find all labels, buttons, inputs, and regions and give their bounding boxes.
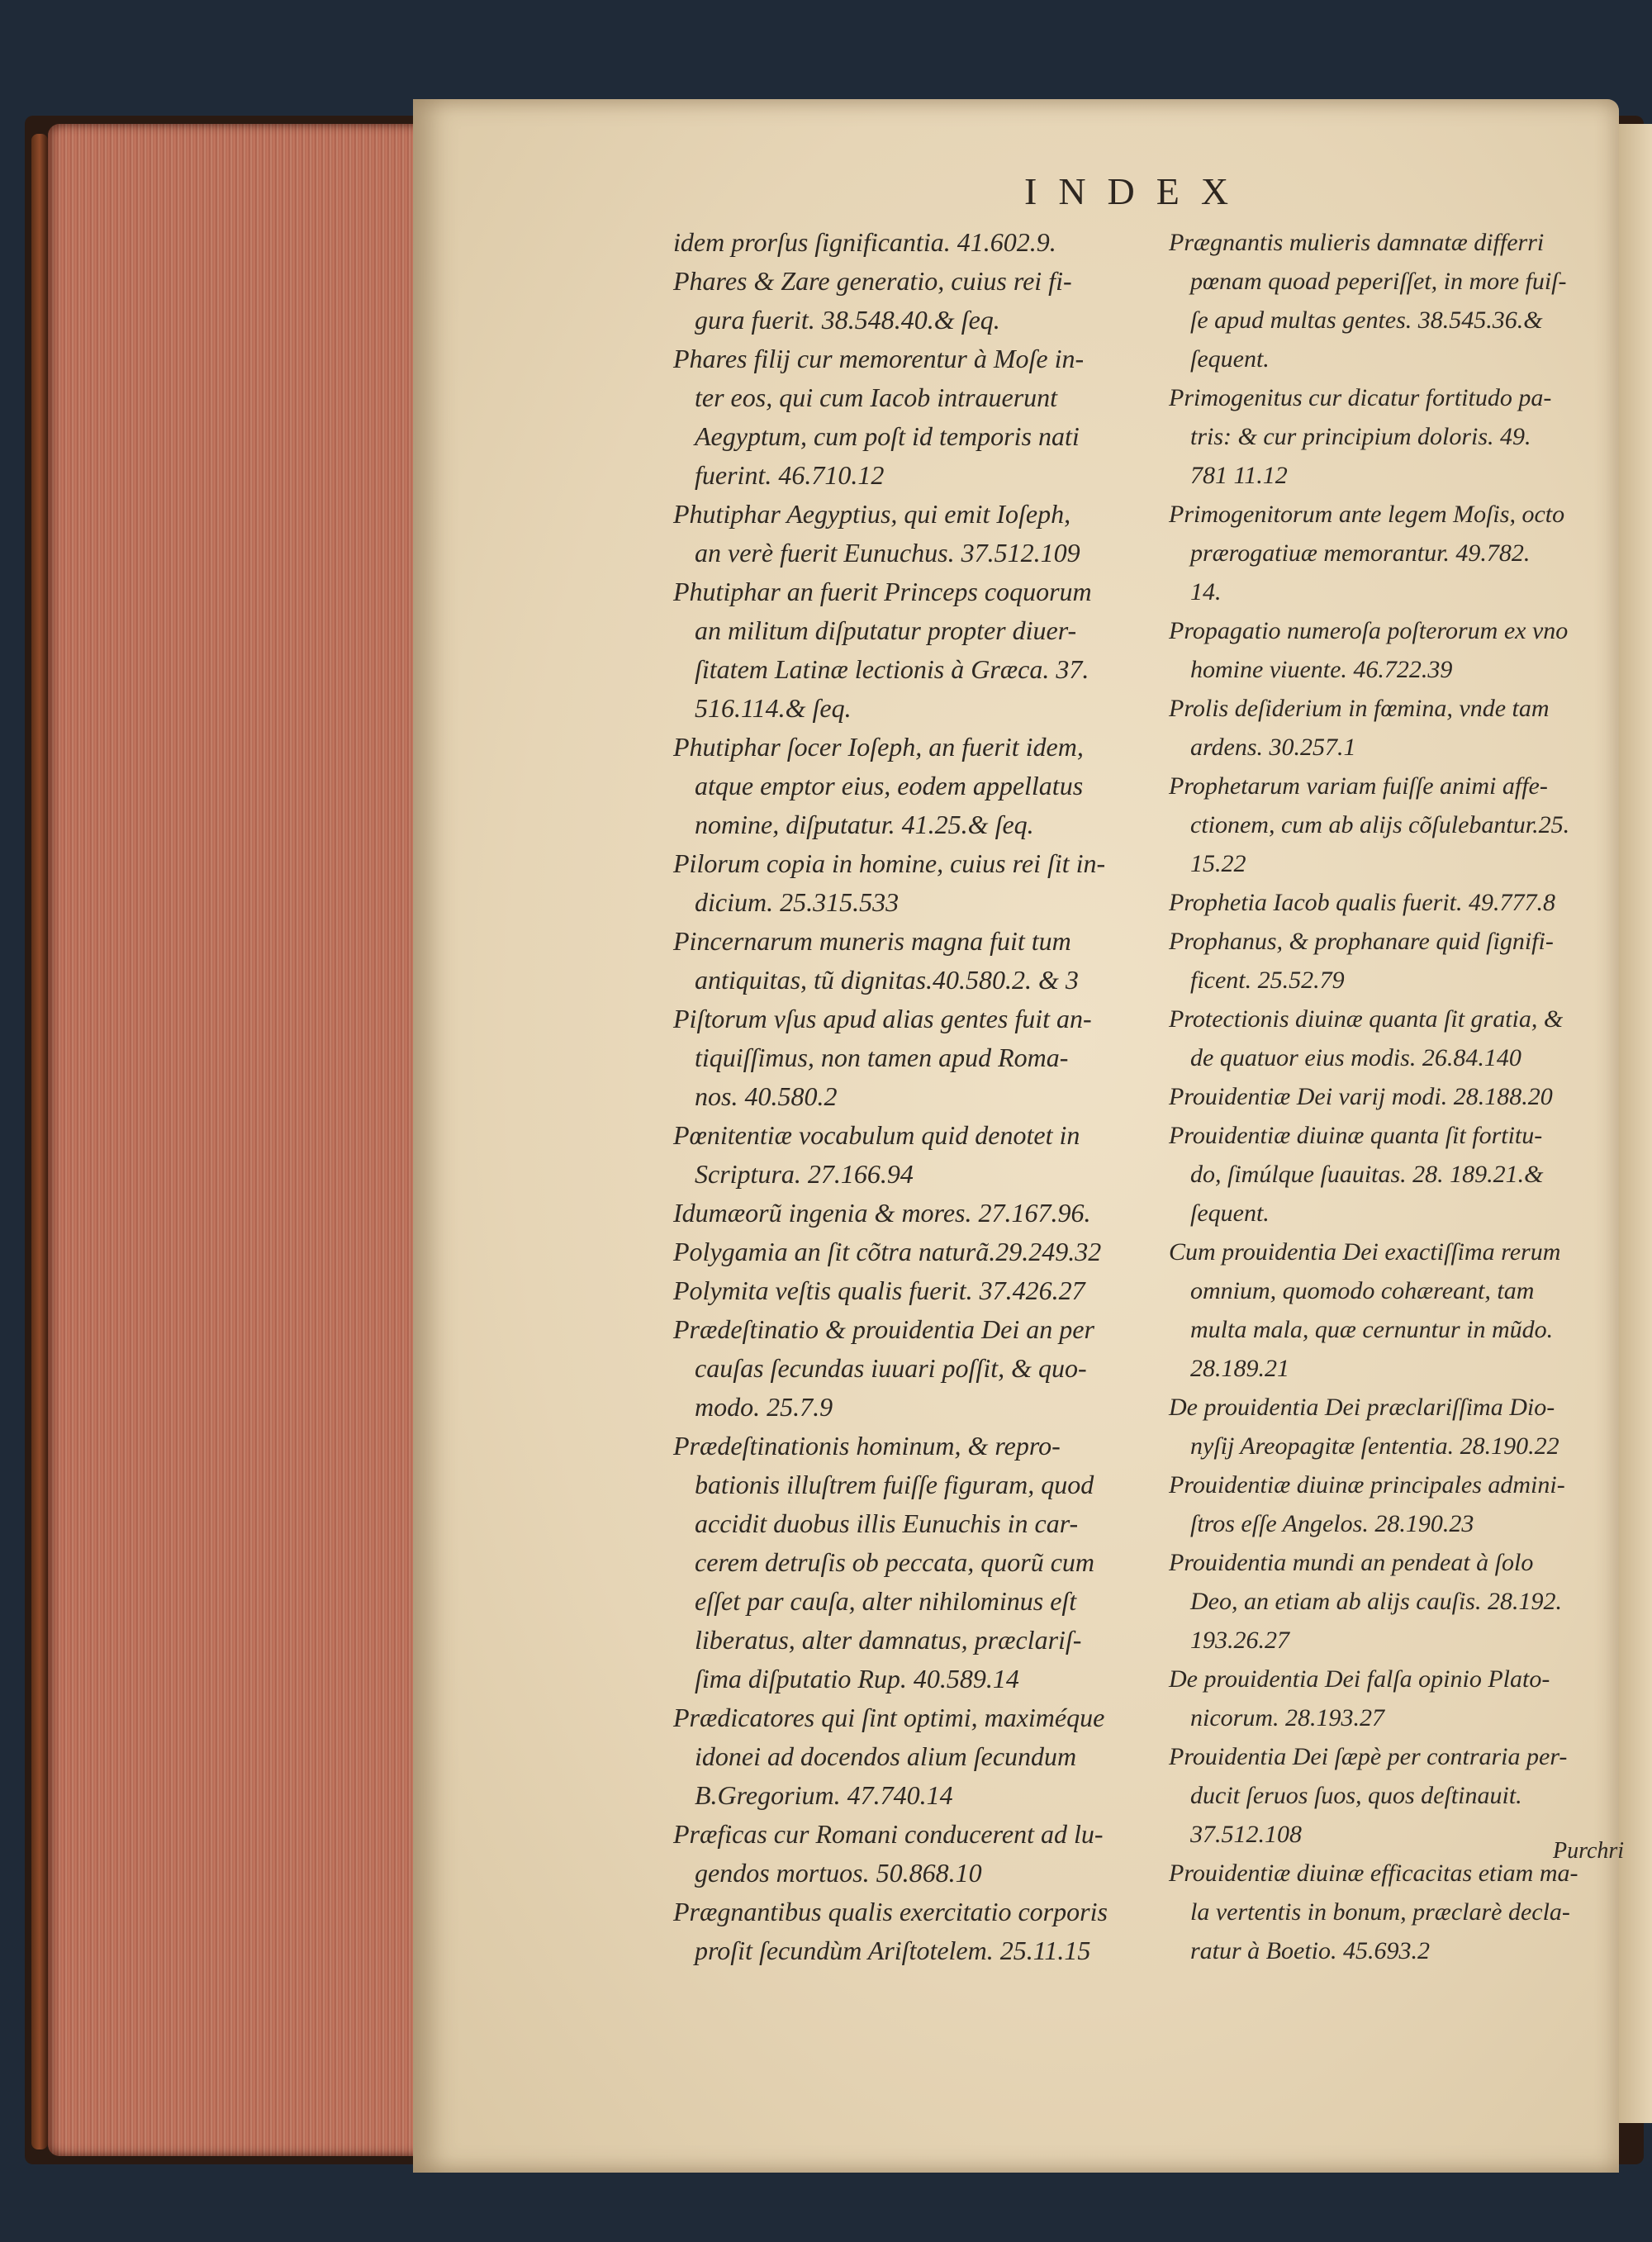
index-entry-line: proſit ſecundùm Ariſtotelem. 25.11.15 (695, 1936, 1091, 1965)
index-entry-line: ducit ſeruos ſuos, quos deſtinauit. (1190, 1782, 1522, 1809)
index-entry (1169, 1077, 1615, 1116)
index-entry (673, 1893, 1165, 1970)
index-entry-line: prærogatiuæ memorantur. 49.782. (1190, 539, 1531, 567)
index-entry-line: cauſas ſecundas iuuari poſſit, & quo- (695, 1353, 1087, 1383)
index-entry-line: B.Gregorium. 47.740.14 (695, 1780, 953, 1810)
index-entry-line: Phares & Zare generatio, cuius rei fi- (673, 266, 1072, 296)
index-entry-line: 37.512.108 (1190, 1821, 1302, 1848)
index-entry (673, 1310, 1165, 1427)
index-entry-line: Prouidentiæ diuinæ principales admini- (1169, 1471, 1565, 1499)
index-entry-line: Deo, an etiam ab alijs cauſis. 28.192. (1190, 1588, 1562, 1615)
index-entry (673, 922, 1165, 1000)
catchword: Purchri (1553, 1838, 1625, 1864)
index-entry-line: Prædeſtinationis hominum, & repro- (673, 1431, 1061, 1461)
index-entry-line: Prophetarum variam fuiſſe animi affe- (1169, 772, 1548, 800)
index-entry-line: idonei ad docendos alium ſecundum (695, 1741, 1077, 1771)
index-entry-line: homine viuente. 46.722.39 (1190, 656, 1453, 683)
index-entry-line: Prægnantis mulieris damnatæ differri (1169, 229, 1545, 256)
page-edges (48, 124, 436, 2156)
index-entry-line: Pœnitentiæ vocabulum quid denotet in (673, 1120, 1080, 1150)
index-entry (1169, 223, 1615, 378)
index-entry-line: pœnam quoad peperiſſet, in more fuiſ- (1190, 268, 1567, 295)
index-entry (1169, 883, 1615, 922)
index-entry-line: bationis illuſtrem fuiſſe figuram, quod (695, 1470, 1094, 1499)
index-entry-line: do, ſimúlque ſuauitas. 28. 189.21.& (1190, 1161, 1544, 1188)
index-entry-line: tiquiſſimus, non tamen apud Roma- (695, 1043, 1069, 1072)
index-entry (673, 1233, 1165, 1271)
index-entry-line: antiquitas, tũ dignitas.40.580.2. & 3 (695, 965, 1079, 995)
right-index-column (1169, 223, 1615, 1970)
index-entry-line: cerem detruſis ob peccata, quorũ cum (695, 1547, 1095, 1577)
index-entry-line: Præficas cur Romani conducerent ad lu- (673, 1819, 1104, 1849)
index-entry-line: Prædeſtinatio & prouidentia Dei an per (673, 1314, 1094, 1344)
index-entry-line: Phares filij cur memorentur à Moſe in- (673, 344, 1085, 373)
index-entry (673, 1000, 1165, 1116)
index-entry-line: nos. 40.580.2 (695, 1081, 838, 1111)
index-entry-line: 15.22 (1190, 850, 1246, 877)
index-entry (673, 1194, 1165, 1233)
index-entry-line: accidit duobus illis Eunuchis in car- (695, 1508, 1079, 1538)
index-entry-line: atque emptor eius, eodem appellatus (695, 771, 1084, 800)
index-entry-line: nomine, diſputatur. 41.25.& ſeq. (695, 810, 1034, 839)
index-entry (1169, 378, 1615, 495)
index-entry-line: ſequent. (1190, 1199, 1270, 1227)
index-entry (673, 1698, 1165, 1815)
left-index-column (673, 223, 1165, 1970)
index-entry-line: Protectionis diuinæ quanta ſit gratia, & (1169, 1005, 1564, 1033)
index-entry-line: Prolis deſiderium in fœmina, vnde tam (1169, 695, 1550, 722)
index-entry (1169, 689, 1615, 767)
index-entry-line: Polygamia an ſit cõtra naturã.29.249.32 (673, 1237, 1102, 1266)
index-entry-line: Prægnantibus qualis exercitatio corporis (673, 1897, 1108, 1926)
index-entry-line: nyſij Areopagitæ ſententia. 28.190.22 (1190, 1432, 1559, 1460)
index-entry-line: ctionem, cum ab alijs cõſulebantur.25. (1190, 811, 1570, 838)
index-entry-line: tris: & cur principium doloris. 49. (1190, 423, 1531, 450)
index-entry-line: Prouidentiæ diuinæ efficacitas etiam ma- (1169, 1860, 1578, 1887)
index-entry-line: eſſet par cauſa, alter nihilominus eſt (695, 1586, 1077, 1616)
index-entry-line: Pilorum copia in homine, cuius rei ſit in- (673, 848, 1106, 878)
index-entry-line: ratur à Boetio. 45.693.2 (1190, 1937, 1430, 1964)
index-entry-line: 781 11.12 (1190, 462, 1288, 489)
index-entry (673, 572, 1165, 728)
index-entry (1169, 1854, 1615, 1970)
index-entry (673, 495, 1165, 572)
index-entry-line: omnium, quomodo cohæreant, tam (1190, 1277, 1535, 1304)
index-entry-line: Aegyptum, cum poſt id temporis nati (695, 421, 1080, 451)
index-entry (1169, 495, 1615, 611)
index-entry-line: dicium. 25.315.533 (695, 887, 900, 917)
facing-page-edge (1615, 124, 1652, 2123)
index-entry-line: an verè fuerit Eunuchus. 37.512.109 (695, 538, 1080, 568)
index-entry-line: Propagatio numeroſa poſterorum ex vno (1169, 617, 1569, 644)
index-entry (673, 223, 1165, 262)
index-entry-line: Prouidentiæ Dei varij modi. 28.188.20 (1169, 1083, 1553, 1110)
index-entry (673, 844, 1165, 922)
index-entry-line: 193.26.27 (1190, 1627, 1289, 1654)
index-entry (1169, 767, 1615, 883)
index-entry (1169, 1000, 1615, 1077)
index-entry-line: Prophanus, & prophanare quid ſignifi- (1169, 928, 1554, 955)
index-entry (673, 1116, 1165, 1194)
index-entry-line: Primogenitus cur dicatur fortitudo pa- (1169, 384, 1552, 411)
index-entry-line: ſtros eſſe Angelos. 28.190.23 (1190, 1510, 1474, 1537)
index-entry (1169, 1660, 1615, 1737)
index-entry-line: gendos mortuos. 50.868.10 (695, 1858, 982, 1888)
index-entry (1169, 1737, 1615, 1854)
page-header: INDEX (1024, 170, 1251, 212)
index-entry-line: fuerint. 46.710.12 (695, 460, 885, 490)
index-entry-line: nicorum. 28.193.27 (1190, 1704, 1384, 1731)
index-entry-line: Idumæorũ ingenia & mores. 27.167.96. (673, 1198, 1091, 1228)
index-entry (1169, 1543, 1615, 1660)
index-entry (673, 1271, 1165, 1310)
index-entry-line: ſima diſputatio Rup. 40.589.14 (695, 1664, 1019, 1693)
index-entry (673, 1427, 1165, 1698)
index-entry-line: an militum diſputatur propter diuer- (695, 615, 1077, 645)
index-entry (673, 262, 1165, 340)
index-entry-line: Piſtorum vſus apud alias gentes fuit an- (673, 1004, 1092, 1033)
index-entry-line: ardens. 30.257.1 (1190, 734, 1356, 761)
index-entry-line: Pincernarum muneris magna fuit tum (673, 926, 1071, 956)
index-entry-line: 516.114.& ſeq. (695, 693, 852, 723)
index-entry-line: ficent. 25.52.79 (1190, 967, 1345, 994)
index-entry-line: De prouidentia Dei falſa opinio Plato- (1169, 1665, 1550, 1693)
index-entry-line: ter eos, qui cum Iacob intrauerunt (695, 382, 1058, 412)
index-entry (1169, 1388, 1615, 1465)
index-entry-line: idem prorſus ſignificantia. 41.602.9. (673, 227, 1056, 257)
index-entry (1169, 922, 1615, 1000)
index-entry-line: liberatus, alter damnatus, præclariſ- (695, 1625, 1082, 1655)
index-entry-line: ſequent. (1190, 345, 1270, 373)
index-entry-line: la vertentis in bonum, præclarè decla- (1190, 1898, 1570, 1926)
index-entry-line: Prophetia Iacob qualis fuerit. 49.777.8 (1169, 889, 1556, 916)
index-entry-line: Scriptura. 27.166.94 (695, 1159, 914, 1189)
index-entry-line: De prouidentia Dei præclariſſima Dio- (1169, 1394, 1555, 1421)
index-entry (673, 1815, 1165, 1893)
index-entry-line: Cum prouidentia Dei exactiſſima rerum (1169, 1238, 1561, 1266)
index-entry-line: 14. (1190, 578, 1222, 606)
index-entry-line: Phutiphar an fuerit Princeps coquorum (673, 577, 1092, 606)
index-entry-line: modo. 25.7.9 (695, 1392, 833, 1422)
index-entry-line: Polymita veſtis qualis fuerit. 37.426.27 (673, 1275, 1085, 1305)
index-entry-line: Phutiphar Aegyptius, qui emit Ioſeph, (673, 499, 1071, 529)
index-entry (673, 340, 1165, 495)
index-entry (1169, 1116, 1615, 1233)
index-entry-line: ſitatem Latinæ lectionis à Græca. 37. (695, 654, 1089, 684)
book-spine (31, 134, 48, 2149)
index-entry-line: de quatuor eius modis. 26.84.140 (1190, 1044, 1521, 1071)
index-entry-line: ſe apud multas gentes. 38.545.36.& (1190, 306, 1543, 334)
index-entry (1169, 1233, 1615, 1388)
index-entry-line: 28.189.21 (1190, 1355, 1289, 1382)
index-entry-line: Prædicatores qui ſint optimi, maximéque (673, 1703, 1105, 1732)
index-entry-line: multa mala, quæ cernuntur in mũdo. (1190, 1316, 1554, 1343)
index-entry-line: Prouidentia mundi an pendeat à ſolo (1169, 1549, 1534, 1576)
index-entry-line: Prouidentiæ diuinæ quanta ſit fortitu- (1169, 1122, 1543, 1149)
index-entry (1169, 611, 1615, 689)
index-entry (673, 728, 1165, 844)
index-entry-line: Prouidentia Dei ſæpè per contraria per- (1169, 1743, 1568, 1770)
index-entry (1169, 1465, 1615, 1543)
index-entry-line: gura fuerit. 38.548.40.& ſeq. (695, 305, 1000, 335)
index-entry-line: Phutiphar ſocer Ioſeph, an fuerit idem, (673, 732, 1084, 762)
index-entry-line: Primogenitorum ante legem Moſis, octo (1169, 501, 1565, 528)
